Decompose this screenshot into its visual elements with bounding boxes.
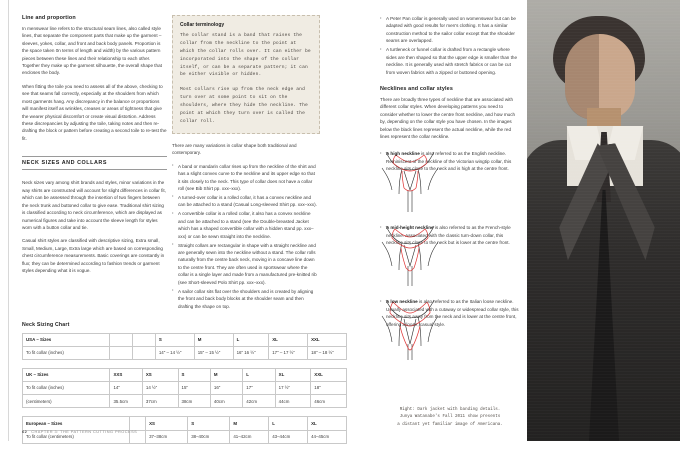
table-cell: 41–42cm [230,430,269,443]
table-cell: 14" [110,382,142,395]
table-cell: 17 ½" [275,382,311,395]
left-text-column [22,15,167,281]
table-header-cell: European – Sizes [23,417,130,430]
neckline-term-mid: A mid-height neckline [386,225,434,230]
neckline-text-low: is also referred to as the Italian loose neckline. Usually associated with a cutaway or widespread collar style, this neckline sits away from the neck and is lower at the centre front, offering a loose, casual style. [386,299,519,326]
caption-line-3: a distant yet familiar image of Americana. [380,422,520,429]
callout-paragraph-1: The collar stand is a band that raises the collar from the neckline to the point at which the collar rolls over. It can either be incorporated into the shape of the collar itself, or can be a separate pattern; it can be either visible or hidden. [180,32,312,79]
table-cell: 16" 16 ½" [233,347,269,360]
table-row [23,347,347,360]
caption-line-1: Right: Dark jacket with banding details. [380,407,520,414]
list-item: • Straight collars are rectangular in shape with a straight neckline and are generally sewn into the neckline without a stand. The collar rolls naturally from the centre back neck, moving in a concave line down to the centre front. They are often used in sportswear where the collar is a single layer and made from a manufactured pre-knitted rib (see Short-sleeved Polo Shirt pp. xxx–xxx). [172,242,318,287]
uk-size-table [22,368,347,408]
table-cell: 40cm [210,395,242,408]
table-cell: 18" [311,382,347,395]
table-cell: 37cm [142,395,178,408]
list-item [380,298,520,328]
necklines-intro-paragraph: There are broadly three types of neckline that are associated with different collar styles. When developing patterns you need to consider whether to lower the centre front neckline, and how much by, depending on the collar style you have chosen. In the images below the black lines represent the actual neckline, while the red lines represent the collar neckline. [380,96,520,141]
table-cell: 44–45cm [308,430,347,443]
caption-line-2: Junya Watanabe's Fall 2011 show presents [380,414,520,421]
table-row [23,382,347,395]
table-cell: 14" – 14 ½" [155,347,194,360]
mid-height-neckline-description [380,224,520,246]
table-cell: 17" – 17 ½" [269,347,308,360]
table-cell: To fit collar (inches) [23,347,110,360]
collar-terminology-callout [172,15,320,134]
neckline-block-high [380,150,520,216]
list-item: • A turtleneck or funnel collar is drafted from a rectangle where sides are then shaped so that the upper edge is smaller than the neckline. It is generally used with stretch fabrics or can be cut from woven fabrics with a zipped or buttoned opening. [380,46,520,76]
table-cell: 15" – 15 ½" [194,347,233,360]
neckline-term-high: A high neckline [386,151,420,156]
table-cell: To fit collar (inches) [23,382,110,395]
neckline-block-mid [380,224,520,290]
table-header-cell: XXS [110,369,142,382]
table-header-cell [133,334,156,347]
table-cell: 14 ½" [142,382,178,395]
table-header-cell: S [155,334,194,347]
table-row [23,334,347,347]
table-cell: 42cm [243,395,275,408]
section-heading-neck-sizes-and-collars: NECK SIZES AND COLLARS [22,156,167,170]
footer-chapter-label: CHAPTER 3: THE PATTERN CUTTING PROCESS [31,429,137,434]
table-header-cell: S [178,369,210,382]
table-header-cell: XL [308,417,347,430]
table-cell: 15" [178,382,210,395]
table-cell: 43–44cm [269,430,308,443]
collar-variations-list-continued [380,15,520,76]
table-cell: 44cm [275,395,311,408]
neckline-block-low [380,298,520,364]
table-header-cell: M [210,369,242,382]
middle-intro-paragraph: There are many variations in collar shape both traditional and contemporary. [172,142,318,157]
table-cell [110,347,133,360]
left-paragraph-2: When fitting the toile you need to assess all of the above, checking to see that seams fall correctly, especially at the shoulders from which most garments hang. Any discrepancy in the balance or proportions will manifest itself as wrinkles, creases or areas of tightness that give the wearer physical discomfort or create visual distortion. Address these discrepancies by adjusting the toile, taking notes and then re-drafting the block or pattern before creating a second toile to re-test the fit. [22,83,167,143]
section-heading-necklines-and-collar-styles: Necklines and collar styles [380,86,520,93]
low-neckline-description [380,298,520,328]
list-item: • A sailor collar sits flat over the shoulders and is created by aligning the front and back body blocks at the shoulder seam and then drafting the shape on top. [172,288,318,310]
table-cell: 46cm [311,395,347,408]
page-spine-rule [8,0,9,441]
table-header-cell: S [188,417,230,430]
table-header-cell: USA – Sizes [23,334,110,347]
left-paragraph-4: Casual shirt styles are classified with descriptive sizing, Extra small, Small, Medium, Large, Extra large which are based on corresponding chest circumference measurements. Basic coverings are constantly in flux; they can be determined according to fashion trends or garment styles depending what it is vogue. [22,237,167,274]
neckline-text-high: is also referred to as the English neckline. Reminiscent of the neckline of the Victorian wingtip collar, this neckline sits close to the neck and is high at the centre front. [386,151,511,171]
table-cell: 16" [210,382,242,395]
list-item [380,224,520,246]
middle-text-column [172,15,318,311]
page-number: 62 [22,429,27,434]
table-header-cell: M [194,334,233,347]
left-paragraph-1: In menswear line refers to the structural seam lines, also called style lines, that separate the component parts that make up the garment – sleeves, yokes, collar, and front and back body panels. Proportion is the space taken 0n terms of length and width) by the various pattern pieces between these lines and their relationship to each other. Together they make up the garment silhouette, the overall shape that encloses the body. [22,25,167,77]
table-cell: 18" – 18 ½" [308,347,347,360]
page-footer [22,429,137,434]
list-item: • A turned-over collar is a rolled collar, it has a convex neckline and can be attached to a stand (Casual Long-sleeved Shirt pp. xxx–xxx). [172,194,318,209]
table-row [23,395,347,408]
table-header-cell: L [243,369,275,382]
table-header-cell: L [269,417,308,430]
list-item: • A Peter Pan collar is generally used on womenswear but can be adapted with good results for men's clothing. It has a similar construction method to the sailor collar except that the shoulder seams are overlapped. [380,15,520,45]
table-cell [133,347,156,360]
list-item: • A band or mandarin collar rises up from the neckline of the shirt and has a slight convex curve to the neckline and its upper edge so that it sits closely to the neck. This type of collar does not have a collar roll (see Bib Shirt pp. xxx–xxx). [172,163,318,193]
neckline-term-low: A low neckline [386,299,418,304]
usa-size-table [22,333,347,360]
callout-paragraph-2: Most collars rise up from the neck edge and turn over at some point to sit on the shoulders, where they hide the neckline. The point at which they turn over is called the collar roll. [180,86,312,125]
table-cell: To fit collar (centimeters) [23,430,130,443]
high-neckline-description [380,150,520,172]
list-item [380,150,520,172]
table-cell: (centimeters) [23,395,110,408]
table-header-cell: XXL [308,334,347,347]
table-header-cell [110,334,133,347]
fashion-photograph [527,0,680,441]
table-header-cell: M [230,417,269,430]
table-header-cell: XS [146,417,188,430]
neck-sizing-chart-title: Neck Sizing Chart [22,322,347,328]
right-text-column [380,15,520,372]
table-header-cell: XS [142,369,178,382]
table-cell: 17" [243,382,275,395]
table-cell: 35.5cm [110,395,142,408]
collar-variations-list [172,163,318,310]
table-row [23,369,347,382]
list-item: • A convertible collar is a rolled collar, it also has a convex neckline and can be attached to a stand (see the Double-breasted Jacket which has a shaped convertible collar with a hidden stand pp. xxx–xxx) or can be sewn straight into the neckline. [172,210,318,240]
neckline-text-mid: is also referred to as the French-style neckline. Associated with the classic turn-down collar, this neckline sits close to the neck but is lower at the centre front. [386,225,511,245]
left-heading-line-and-proportion: Line and proportion [22,15,167,22]
table-cell: 38cm [178,395,210,408]
table-header-cell: UK – Sizes [23,369,110,382]
table-header-cell: XL [275,369,311,382]
table-header-cell: XL [269,334,308,347]
table-cell: 37–38cm [146,430,188,443]
callout-title: Collar terminology [180,22,312,28]
photo-caption [380,407,520,429]
left-paragraph-3: Neck sizes vary among shirt brands and styles, minor variations in the way shirts are constructed will account for slight differences in collar fit, which can be assessed through the insertion of two fingers between the neck trunk and buttoned collar to give ease. Traditional shirt sizing is classified according to neck circumference, which are displayed as numerical figures and take into account the sleeve length for styles worn with a button collar and tie. [22,179,167,231]
table-cell: 38–40cm [188,430,230,443]
table-header-cell: L [233,334,269,347]
table-header-cell: XXL [311,369,347,382]
